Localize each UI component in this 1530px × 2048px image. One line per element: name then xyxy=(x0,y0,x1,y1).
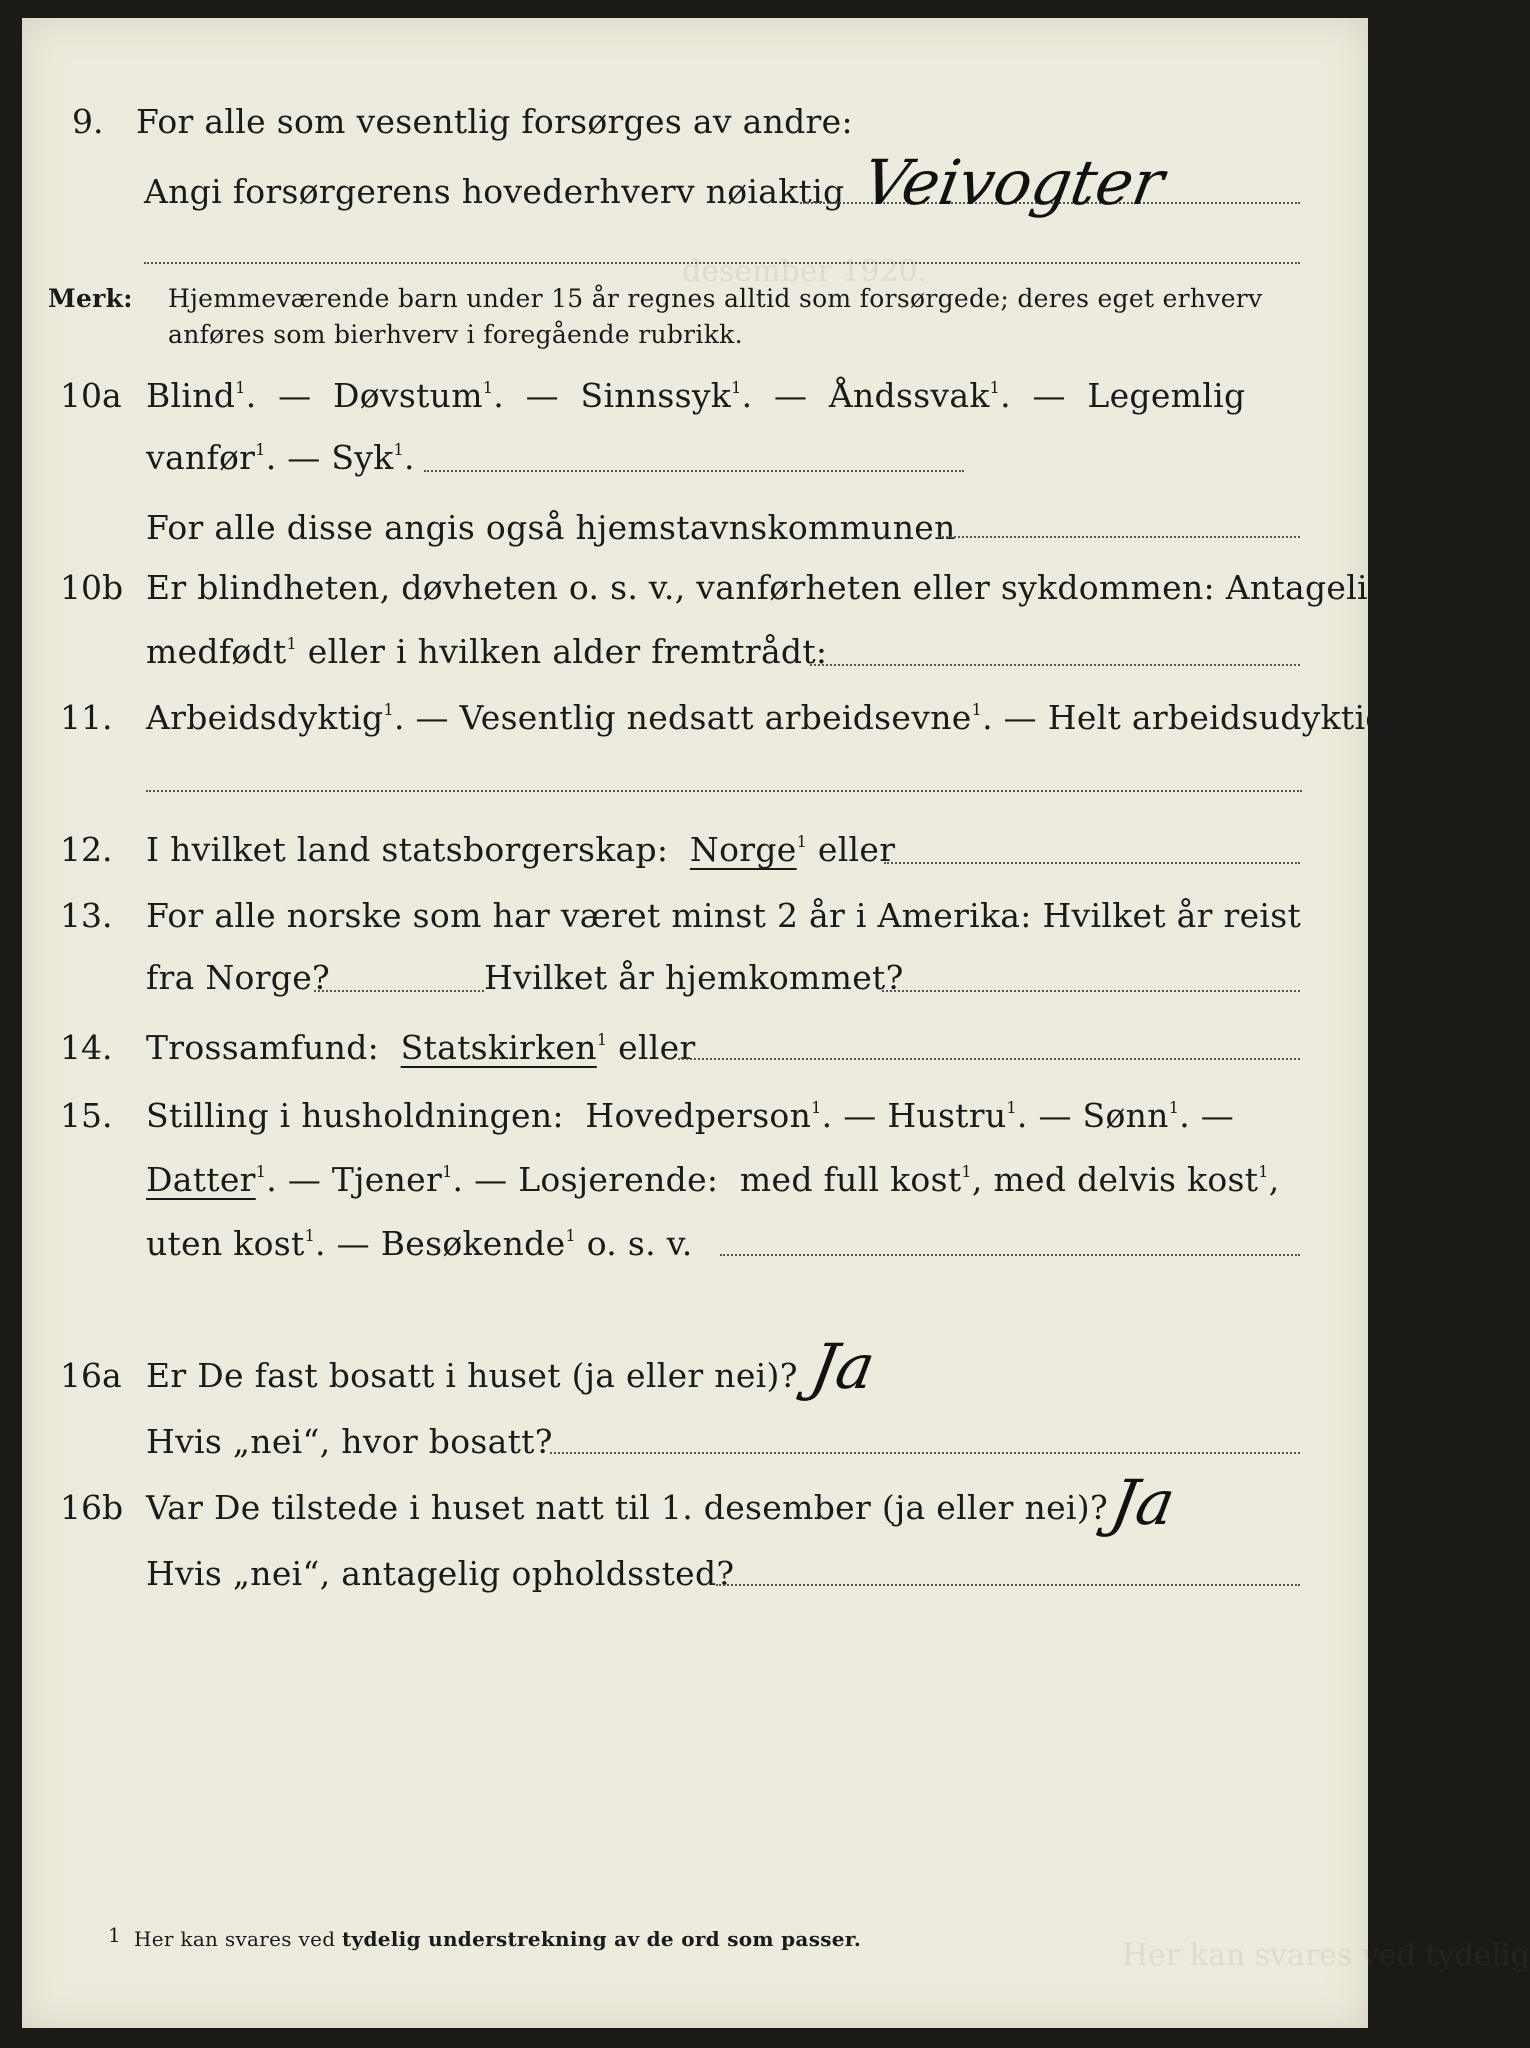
question-15-line3: uten kost$^1$. — Besøkende$^1$ o. s. v. xyxy=(146,1224,693,1263)
question-13-fra-norge: fra Norge? xyxy=(146,958,331,997)
answer-line xyxy=(550,1452,1300,1454)
handwritten-answer-16a: Ja xyxy=(805,1330,881,1403)
bleed-through-text: Her kan svares ved tydelig xyxy=(1122,1938,1530,1973)
underlined-choice-datter: Datter xyxy=(146,1160,256,1199)
answer-line xyxy=(146,790,1302,792)
answer-line xyxy=(882,990,1300,992)
answer-line xyxy=(678,1058,1300,1060)
answer-line xyxy=(716,1584,1300,1586)
question-9-number: 9. xyxy=(72,102,104,141)
question-10a-number: 10a xyxy=(60,376,122,415)
handwritten-answer-occupation: Veivogter xyxy=(857,146,1170,219)
question-13-line1: For alle norske som har været minst 2 år i Amerika: Hvilket år reist xyxy=(146,896,1302,935)
handwritten-answer-16b: Ja xyxy=(1105,1466,1181,1539)
note-line1: Hjemmeværende barn under 15 år regnes alltid som forsørgede; deres eget erhverv xyxy=(168,284,1263,313)
question-13-number: 13. xyxy=(60,896,113,935)
question-16b-line2: Hvis „nei“, antagelig opholdssted? xyxy=(146,1554,735,1593)
question-16a-line1: Er De fast bosatt i huset (ja eller nei)? xyxy=(146,1356,798,1395)
question-16b-number: 16b xyxy=(60,1488,124,1527)
question-16a-number: 16a xyxy=(60,1356,122,1395)
answer-line xyxy=(424,470,964,472)
answer-line xyxy=(144,262,1300,264)
question-13-hjemkommet: Hvilket år hjemkommet? xyxy=(484,958,904,997)
answer-line xyxy=(314,990,484,992)
question-9-line2: Angi forsørgerens hovederhverv nøiaktig xyxy=(144,172,845,211)
answer-line xyxy=(884,862,1300,864)
question-11-line: Arbeidsdyktig$^1$. — Vesentlig nedsatt arbeidsevne$^1$. — Helt arbeidsudyktig$^1$. xyxy=(146,698,1409,737)
question-10a-line3: For alle disse angis også hjemstavnskommunen xyxy=(146,508,956,547)
question-12-number: 12. xyxy=(60,830,113,869)
answer-line xyxy=(720,1254,1300,1256)
question-9-line1: For alle som vesentlig forsørges av andre: xyxy=(136,102,853,141)
question-16a-line2: Hvis „nei“, hvor bosatt? xyxy=(146,1422,553,1461)
question-14-line: Trossamfund: Statskirken$^1$ eller xyxy=(146,1028,696,1067)
question-10b-line2: medfødt$^1$ eller i hvilken alder fremtrådt: xyxy=(146,632,828,671)
question-16b-line1: Var De tilstede i huset natt til 1. desember (ja eller nei)? xyxy=(146,1488,1108,1527)
question-15-line1: Stilling i husholdningen: Hovedperson$^1$. — Hustru$^1$. — Sønn$^1$. — xyxy=(146,1096,1235,1135)
note-label: Merk: xyxy=(48,284,133,313)
answer-line xyxy=(810,664,1300,666)
underlined-choice-norge: Norge xyxy=(689,830,797,869)
footnote-marker: 1 xyxy=(108,1923,122,1947)
footnote-text: Her kan svares ved tydelig understrekning av de ord som passer. xyxy=(134,1927,862,1951)
note-line2: anføres som bierhverv i foregående rubrikk. xyxy=(168,320,743,349)
question-15-line2: Datter$^1$. — Tjener$^1$. — Losjerende: med full kost$^1$, med delvis kost$^1$, xyxy=(146,1160,1280,1199)
underlined-choice-statskirken: Statskirken xyxy=(400,1028,597,1067)
answer-line xyxy=(938,536,1300,538)
question-15-number: 15. xyxy=(60,1096,113,1135)
question-10a-line2: vanfør$^1$. — Syk$^1$. xyxy=(146,438,415,477)
question-14-number: 14. xyxy=(60,1028,113,1067)
census-form-page xyxy=(22,18,1530,2028)
question-10b-number: 10b xyxy=(60,568,124,607)
question-12-line: I hvilket land statsborgerskap: Norge$^1$ eller xyxy=(146,830,896,869)
question-11-number: 11. xyxy=(60,698,113,737)
question-10b-line1: Er blindheten, døvheten o. s. v., vanførheten eller sykdommen: Antagelig xyxy=(146,568,1390,607)
bleed-through-text: desember 1920. xyxy=(682,254,928,289)
question-10a-line1: Blind$^1$. — Døvstum$^1$. — Sinnssyk$^1$. — Åndssvak$^1$. — Legemlig xyxy=(146,376,1246,415)
